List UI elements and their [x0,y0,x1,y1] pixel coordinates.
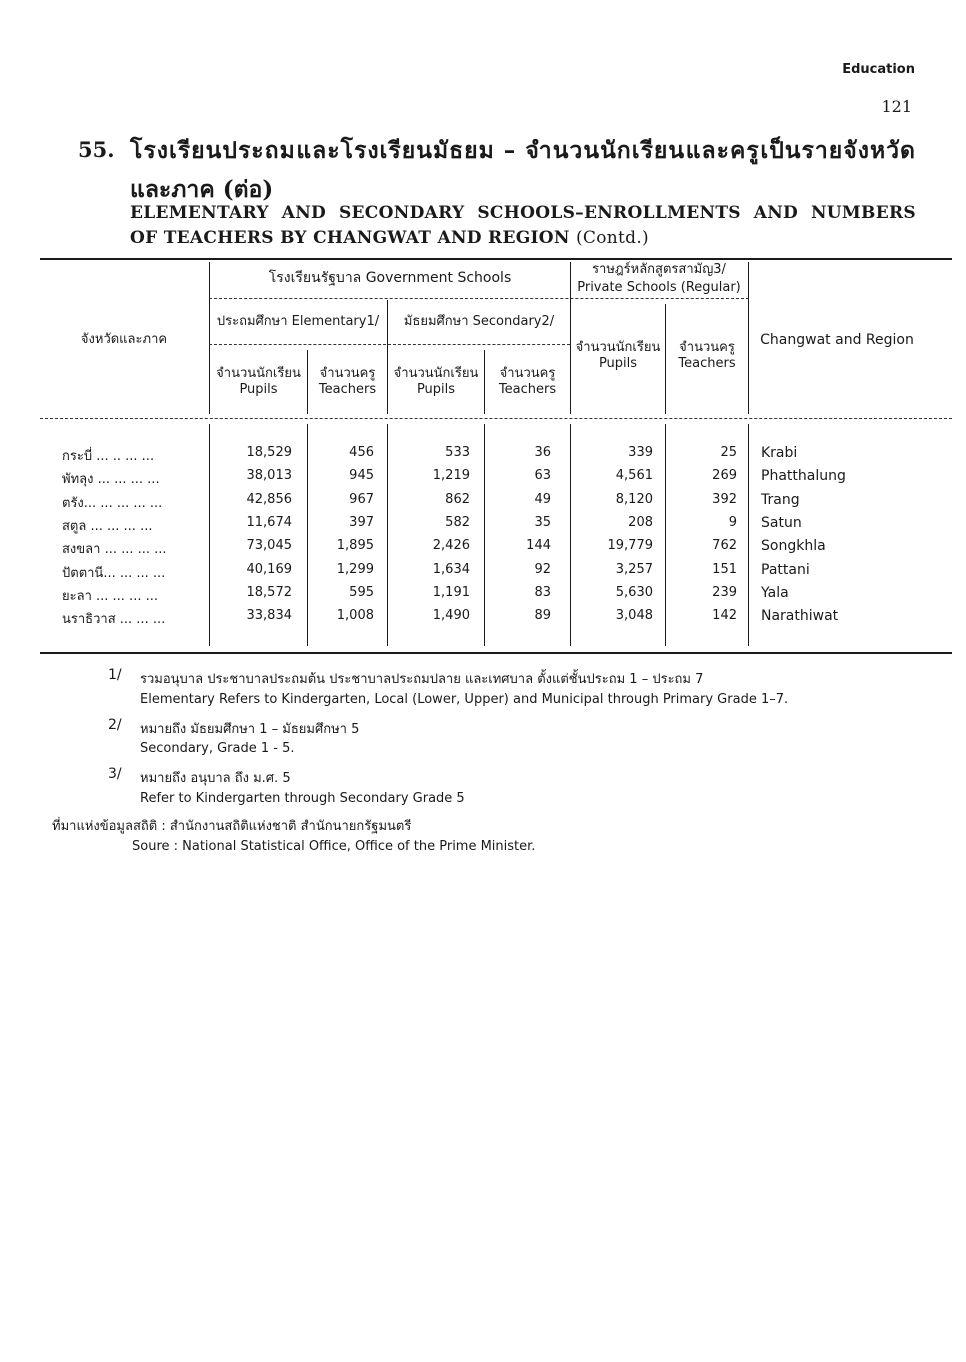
private-pupils: 4,561 [615,468,653,484]
header-line [209,298,749,299]
secondary-teachers: 89 [534,608,551,624]
changwat-thai: สงขลา ... ... ... ... [62,542,167,558]
private-teachers: 239 [712,584,737,600]
changwat-thai: ปัตตานี... ... ... ... [62,565,166,581]
elementary-pupils: 40,169 [246,561,292,577]
title-thai-part: โรงเรียนประถม [130,137,296,164]
changwat-english: Songkhla [761,538,826,555]
elementary-pupils: 11,674 [246,514,292,530]
title-thai-part: เป็นรายจังหวัด [760,137,916,164]
changwat-english: Narathiwat [761,608,839,625]
header-teachers-th: จำนวนครู [319,366,376,381]
private-pupils: 3,257 [615,561,653,577]
elementary-teachers: 397 [349,514,374,530]
table-top-rule [40,258,952,260]
header-divider [40,418,952,419]
footnote-1-thai: รวมอนุบาล ประชาบาลประถมต้น ประชาบาลประถมปลาย และเทศบาล ตั้งแต่ชั้นประถม 1 – ประถม 7 [140,672,704,687]
title-english-part: SCHOOLS–ENROLLMENTS [477,203,741,223]
private-pupils: 208 [628,514,653,530]
secondary-pupils: 533 [445,445,470,460]
elementary-teachers: 945 [349,468,374,484]
title-english-part: AND [753,203,799,223]
header-line [209,344,570,345]
private-teachers: 142 [712,608,737,624]
elementary-teachers: 595 [349,584,374,600]
elementary-pupils: 18,572 [246,584,292,600]
title-thai-part: และโรงเรียนมัธยม – จำนวนนักเรียน [296,137,686,164]
header-teachers-th: จำนวนครู [679,340,735,355]
source-thai: ที่มาแห่งข้อมูลสถิติ : สำนักงานสถิติแห่งชาติ สำนักนายกรัฐมนตรี [52,819,412,834]
private-teachers: 269 [712,468,737,484]
source-english: Soure : National Statistical Office, Office of the Prime Minister. [132,839,536,854]
changwat-thai: สตูล ... ... ... ... [62,518,153,534]
footnote-2-english: Secondary, Grade 1 - 5. [140,741,295,756]
footnote-3-english: Refer to Kindergarten through Secondary Grade 5 [140,791,465,806]
header-teachers [485,366,570,398]
changwat-english: Pattani [761,561,810,578]
footnote-mark: 1/ [108,667,122,683]
secondary-teachers: 36 [534,445,551,460]
elementary-pupils: 73,045 [246,538,292,554]
secondary-pupils: 582 [445,514,470,530]
private-pupils: 3,048 [615,608,653,624]
col-divider [484,424,485,646]
private-pupils: 8,120 [615,491,653,507]
title-english-part: AND [281,203,327,223]
changwat-english: Satun [761,514,802,531]
changwat-thai: พัทลุง ... ... ... ... [62,472,160,488]
elementary-teachers: 456 [349,445,374,460]
header-pupils [571,340,665,372]
header-pupils [388,366,484,398]
header-teachers [308,366,387,398]
secondary-pupils: 1,634 [432,561,470,577]
header-gov-schools: โรงเรียนรัฐบาล Government Schools [268,270,512,286]
footnote-mark: 2/ [108,717,122,733]
title-english-part: NUMBERS [810,203,916,223]
secondary-teachers: 63 [534,468,551,484]
header-pupils [210,366,307,398]
header-pupils-th: จำนวนนักเรียน [393,366,479,381]
page-number: 121 [881,97,912,116]
header-teachers-en: Teachers [318,382,377,397]
title-thai-line1 [130,133,916,169]
changwat-thai: นราธิวาส ... ... ... [62,612,166,628]
header-teachers [666,340,748,372]
elementary-teachers: 967 [349,491,374,507]
header-pupils-en: Pupils [416,382,456,397]
col-divider [748,424,749,646]
table-number: 55. [78,137,115,162]
changwat-english: Krabi [761,445,798,461]
header-secondary: มัธยมศึกษา Secondary2/ [403,314,555,329]
col-divider [209,424,210,646]
changwat-thai: ตรัง... ... ... ... ... [62,495,163,511]
secondary-pupils: 1,490 [432,608,470,624]
private-pupils: 19,779 [607,538,653,554]
changwat-english: Phatthalung [761,468,846,485]
header-pupils-en: Pupils [598,356,638,371]
changwat-thai: กระบี่ ... .. ... ... [62,449,155,464]
col-divider [748,262,749,414]
header-elementary: ประถมศึกษา Elementary1/ [216,314,380,329]
changwat-thai: ยะลา ... ... ... ... [62,588,158,604]
secondary-teachers: 144 [526,538,551,554]
private-teachers: 151 [712,561,737,577]
col-divider [387,424,388,646]
secondary-teachers: 83 [534,584,551,600]
footnote-3-thai: หมายถึง อนุบาล ถึง ม.ศ. 5 [140,771,291,786]
table-bottom-rule [40,652,952,654]
header-teachers-en: Teachers [678,356,736,371]
header-teachers-en: Teachers [498,382,557,397]
header-changwat-th: จังหวัดและภาค [80,332,168,347]
secondary-teachers: 49 [534,491,551,507]
private-pupils: 5,630 [615,584,653,600]
header-teachers-th: จำนวนครู [499,366,556,381]
private-teachers: 392 [712,491,737,507]
header-pupils-th: จำนวนนักเรียน [216,366,301,381]
elementary-teachers: 1,299 [336,561,374,577]
elementary-pupils: 38,013 [246,468,292,484]
secondary-teachers: 92 [534,561,551,577]
section-label: Education [842,62,915,77]
title-english-text: OF TEACHERS BY CHANGWAT AND REGION [130,228,570,248]
col-divider [570,262,571,414]
title-thai-part: และครู [685,137,760,164]
header-pupils-en: Pupils [239,382,278,397]
private-teachers: 762 [712,538,737,554]
col-divider [570,424,571,646]
private-pupils: 339 [628,445,653,460]
title-thai-line2: และภาค (ต่อ) [130,176,274,203]
header-pupils-th: จำนวนนักเรียน [575,340,661,355]
changwat-english: Trang [761,491,800,508]
secondary-pupils: 1,191 [432,584,470,600]
changwat-english: Yala [761,584,789,601]
footnote-1-english: Elementary Refers to Kindergarten, Local (Lower, Upper) and Municipal through Primary Grade 1–7. [140,692,789,707]
elementary-pupils: 33,834 [246,608,292,624]
header-private-th: ราษฎร์หลักสูตรสามัญ3/ [592,262,726,277]
secondary-teachers: 35 [534,514,551,530]
col-divider [665,424,666,646]
elementary-pupils: 42,856 [246,491,292,507]
title-english-part: SECONDARY [338,203,465,223]
title-english-line2 [130,228,649,248]
title-english-line1 [130,203,916,223]
elementary-pupils: 18,529 [246,445,292,460]
secondary-pupils: 2,426 [432,538,470,554]
secondary-pupils: 862 [445,491,470,507]
footnote-2-thai: หมายถึง มัธยมศึกษา 1 – มัธยมศึกษา 5 [140,722,360,737]
title-contd: (Contd.) [575,228,649,248]
private-teachers: 25 [720,445,737,460]
col-divider [307,424,308,646]
footnote-mark: 3/ [108,766,122,782]
header-changwat-en: Changwat and Region [760,332,914,348]
elementary-teachers: 1,008 [336,608,374,624]
header-private-en: Private Schools (Regular) [577,280,741,295]
elementary-teachers: 1,895 [336,538,374,554]
title-english-part: ELEMENTARY [130,203,269,223]
private-teachers: 9 [728,514,737,530]
secondary-pupils: 1,219 [432,468,470,484]
